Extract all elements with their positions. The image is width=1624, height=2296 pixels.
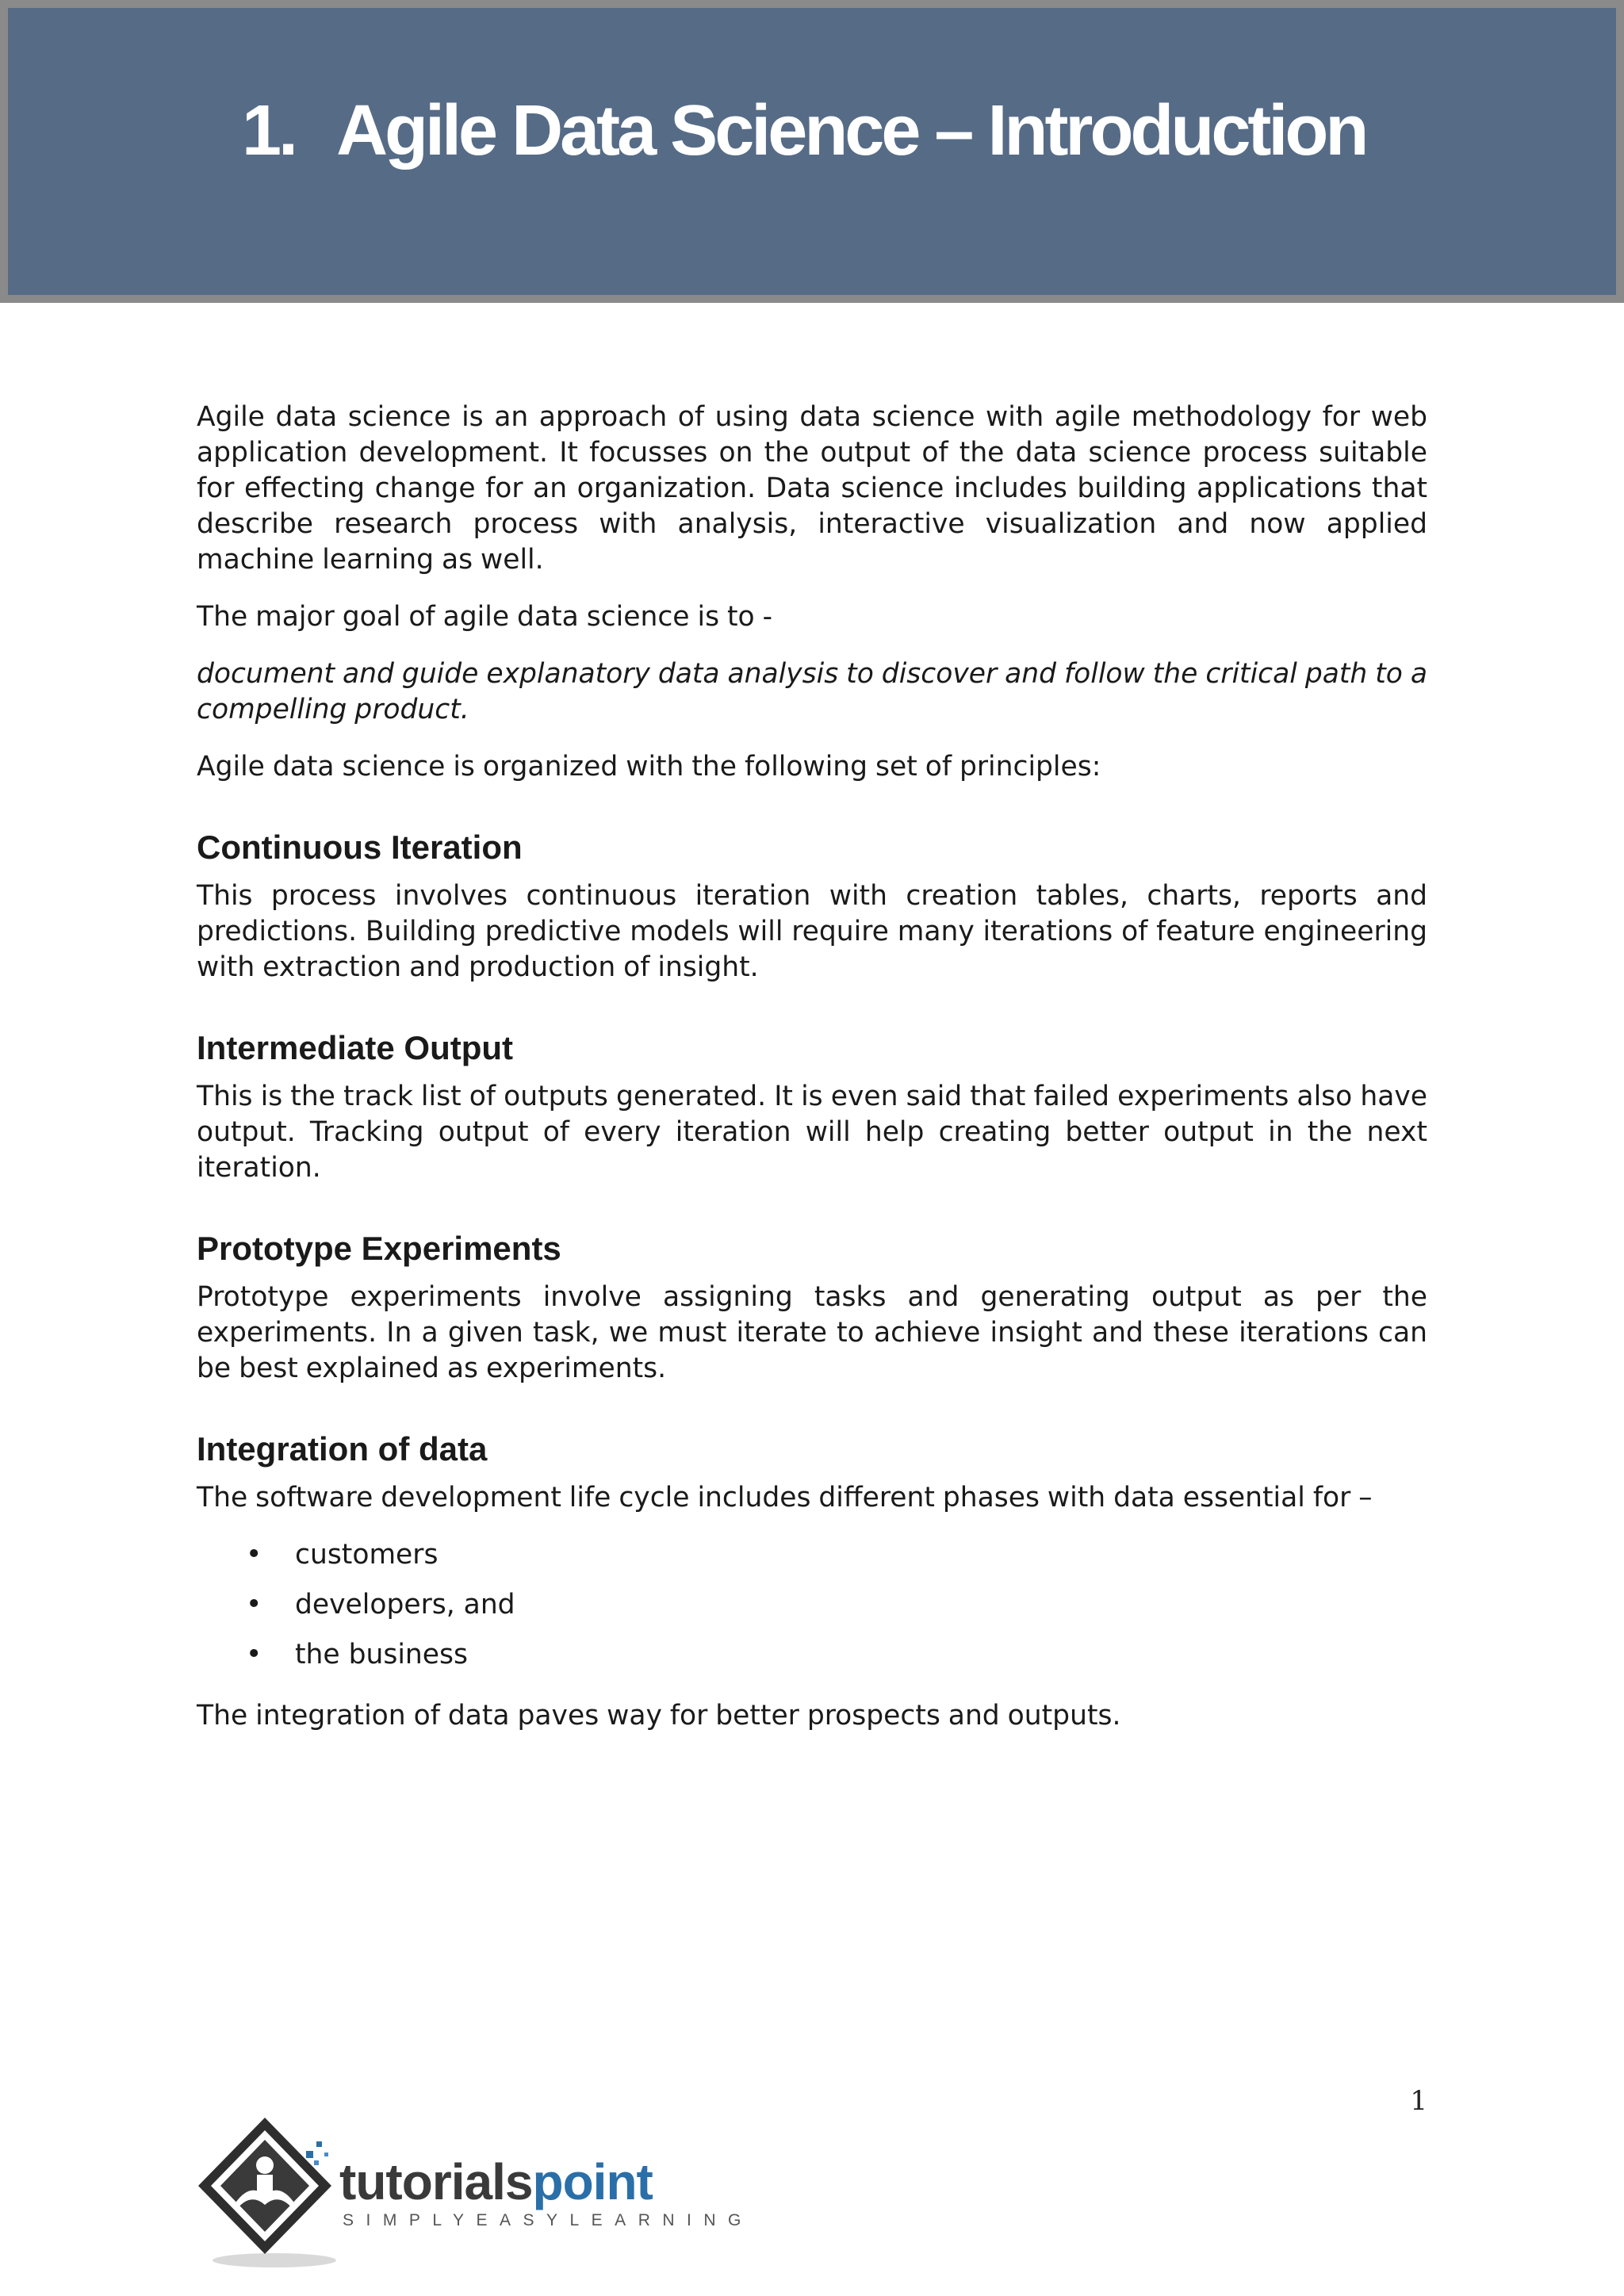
list-item — [197, 1637, 1427, 1673]
logo-brand-part1: tutorials — [339, 2153, 533, 2210]
section-text-integration-of-data: The software development life cycle includes different phases with data essential for – — [197, 1482, 1373, 1513]
bullet-glyph: • — [246, 1589, 262, 1621]
section-text-intermediate-output: This is the track list of outputs generated. It is even said that failed experiments also have output. Tracking output of every iteration will help creating better output in the next iteration. — [197, 1081, 1427, 1184]
tutorialspoint-logo — [195, 2113, 753, 2271]
tutorialspoint-logo-icon — [195, 2113, 354, 2271]
section-text-continuous-iteration: This process involves continuous iteration with creation tables, charts, reports and predictions. Building predictive models will require many iterations of feature engineering with extraction and production of insight. — [197, 880, 1427, 983]
bullet-glyph: • — [246, 1639, 262, 1670]
logo-tagline: SIMPLYEASYLEARNING — [343, 2211, 753, 2229]
closing-paragraph: The integration of data paves way for better prospects and outputs. — [197, 1700, 1121, 1732]
page-content — [197, 400, 1427, 1755]
chapter-title-text: Agile Data Science – Introduction — [336, 91, 1366, 170]
list-item-text: the business — [295, 1639, 468, 1670]
goal-intro-paragraph: The major goal of agile data science is to - — [197, 601, 773, 633]
principles-intro-paragraph: Agile data science is organized with the following set of principles: — [197, 751, 1101, 783]
chapter-number: 1. — [242, 91, 296, 170]
logo-brand-part2: point — [532, 2153, 653, 2210]
section-heading-continuous-iteration: Continuous Iteration — [197, 828, 523, 866]
list-item — [197, 1537, 1427, 1573]
bullet-glyph: • — [246, 1539, 262, 1571]
section-heading-prototype-experiments: Prototype Experiments — [197, 1230, 561, 1267]
list-item — [197, 1587, 1427, 1623]
page-number: 1 — [1410, 2085, 1427, 2117]
chapter-title — [242, 90, 1365, 172]
goal-statement: document and guide explanatory data analysis to discover and follow the critical path to a compelling product. — [197, 658, 1427, 725]
logo-brand-name — [339, 2152, 653, 2211]
section-heading-intermediate-output: Intermediate Output — [197, 1029, 514, 1066]
intro-paragraph: Agile data science is an approach of using data science with agile methodology for web application development. It focusses on the output of the data science process suitable for effecting change for an organization. Data science includes building applications that describe research process with analysis, interactive visualization and now applied machine learning as well. — [197, 401, 1427, 576]
section-heading-integration-of-data: Integration of data — [197, 1430, 488, 1468]
list-item-text: developers, and — [295, 1589, 515, 1621]
bullet-list — [197, 1537, 1427, 1673]
chapter-header — [0, 0, 1624, 303]
section-text-prototype-experiments: Prototype experiments involve assigning tasks and generating output as per the experiments. In a given task, we must iterate to achieve insight and these iterations can be best explained as experiments. — [197, 1281, 1427, 1384]
list-item-text: customers — [295, 1539, 439, 1571]
